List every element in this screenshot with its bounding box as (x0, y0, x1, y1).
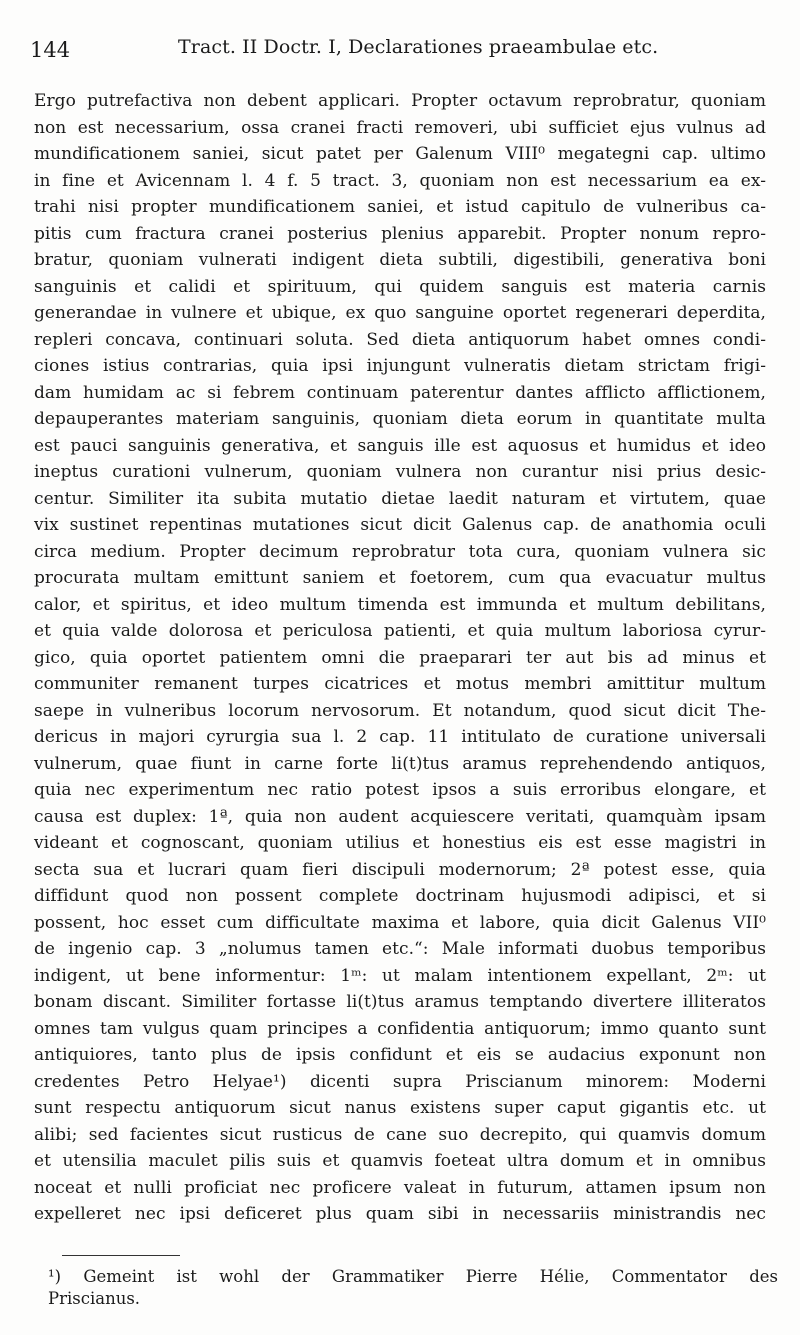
text-line: in fine et Avicennam l. 4 f. 5 tract. 3, quoniam non est necessarium ea ex- (34, 170, 766, 191)
text-line: ineptus curationi vulnerum, quoniam vulnera non curantur nisi prius desic- (34, 462, 766, 482)
text-line: alibi; sed facientes sicut rusticus de cane suo decrepito, qui quamvis domum (34, 1124, 766, 1145)
text-line: secta sua et lucrari quam fieri discipuli modernorum; 2ª potest esse, quia (34, 859, 766, 880)
text-line: sunt respectu antiquorum sicut nanus existens super caput gigantis etc. ut (34, 1098, 766, 1118)
text-line: saepe in vulneribus locorum nervosorum. Et notandum, quod sicut dicit The- (34, 700, 766, 721)
text-line: dam humidam ac si febrem continuam paterentur dantes afflicto afflictionem, (34, 382, 766, 403)
text-line: sanguinis et calidi et spirituum, qui quidem sanguis est materia carnis (34, 276, 766, 297)
text-line: mundificationem saniei, sicut patet per Galenum VIII⁰ megategni cap. ultimo (34, 144, 766, 164)
text-line: possent, hoc esset cum difficultate maxima et labore, quia dicit Galenus VII⁰ (34, 912, 766, 933)
text-line: bratur, quoniam vulnerati indigent dieta subtili, digestibili, generativa boni (34, 250, 766, 270)
text-line: de ingenio cap. 3 „nolumus tamen etc.“: Male informati duobus temporibus (34, 939, 766, 959)
text-line: credentes Petro Helyae¹) dicenti supra Priscianum minorem: Moderni (34, 1071, 766, 1092)
text-line: et quia valde dolorosa et periculosa patienti, et quia multum laboriosa cyrur- (34, 621, 766, 641)
text-line: noceat et nulli proficiat nec proficere valeat in futurum, attamen ipsum non (34, 1177, 766, 1198)
footnote-line: ¹) Gemeint ist wohl der Grammatiker Pierre Hélie, Commentator des (48, 1267, 778, 1286)
text-line: circa medium. Propter decimum reprobratur tota cura, quoniam vulnera sic (34, 541, 766, 562)
text-line: trahi nisi propter mundificationem saniei, et istud capitulo de vulneribus ca- (34, 197, 766, 217)
text-line: dericus in majori cyrurgia sua l. 2 cap. 11 intitulato de curatione universali (34, 727, 766, 747)
text-line: communiter remanent turpes cicatrices et motus membri amittitur multum (34, 674, 766, 694)
footnote-line: Priscianus. (48, 1289, 141, 1308)
main-text (34, 88, 766, 1228)
text-line: est pauci sanguinis generativa, et sanguis ille est aquosus et humidus et ideo (34, 435, 766, 456)
text-line: non est necessarium, ossa cranei fracti removeri, ubi sufficiet ejus vulnus ad (34, 117, 766, 138)
text-line: causa est duplex: 1ª, quia non audent acquiescere veritati, quamquàm ipsam (34, 806, 766, 827)
text-line: procurata multam emittunt saniem et foetorem, cum qua evacuatur multus (34, 568, 766, 588)
running-head (30, 32, 780, 72)
text-line: ciones istius contrarias, quia ipsi injungunt vulneratis dietam strictam frigi- (34, 356, 766, 376)
text-line: vix sustinet repentinas mutationes sicut dicit Galenus cap. de anathomia oculi (34, 515, 766, 535)
text-line: diffidunt quod non possent complete doctrinam hujusmodi adipisci, et si (34, 886, 766, 906)
text-line: centur. Similiter ita subita mutatio dietae laedit naturam et virtutem, quae (34, 488, 766, 509)
text-line: calor, et spiritus, et ideo multum timenda est immunda et multum debilitans, (34, 594, 766, 615)
page-number: 144 (30, 38, 71, 62)
text-line: quia nec experimentum nec ratio potest ipsos a suis erroribus elongare, et (34, 780, 766, 800)
text-line: pitis cum fractura cranei posterius plenius apparebit. Propter nonum repro- (34, 223, 766, 244)
footnote (48, 1266, 778, 1310)
text-line: depauperantes materiam sanguinis, quoniam dieta eorum in quantitate multa (34, 409, 766, 429)
text-line: expelleret nec ipsi deficeret plus quam sibi in necessariis ministrandis nec (34, 1204, 766, 1224)
running-title: Tract. II Doctr. I, Declarationes praeambulae etc. (178, 36, 659, 58)
text-line: generandae in vulnere et ubique, ex quo sanguine oportet regenerari deperdita, (34, 303, 766, 323)
text-line: Ergo putrefactiva non debent applicari. Propter octavum reprobratur, quoniam (34, 91, 766, 111)
text-line: videant et cognoscant, quoniam utilius et honestius eis est esse magistri in (34, 833, 766, 853)
text-line: indigent, ut bene informentur: 1ᵐ: ut malam intentionem expellant, 2ᵐ: ut (34, 965, 766, 986)
text-line: bonam discant. Similiter fortasse li(t)tus aramus temptando divertere illiteratos (34, 992, 766, 1012)
text-line: vulnerum, quae fiunt in carne forte li(t)tus aramus reprehendendo antiquos, (34, 753, 766, 774)
footnote-divider (62, 1255, 180, 1256)
text-line: omnes tam vulgus quam principes a confidentia antiquorum; immo quanto sunt (34, 1018, 766, 1039)
text-line: repleri concava, continuari soluta. Sed dieta antiquorum habet omnes condi- (34, 329, 766, 350)
text-line: gico, quia oportet patientem omni die praeparari ter aut bis ad minus et (34, 647, 766, 668)
text-line: antiquiores, tanto plus de ipsis confidunt et eis se audacius exponunt non (34, 1045, 766, 1065)
text-line: et utensilia maculet pilis suis et quamvis foeteat ultra domum et in omnibus (34, 1151, 766, 1171)
